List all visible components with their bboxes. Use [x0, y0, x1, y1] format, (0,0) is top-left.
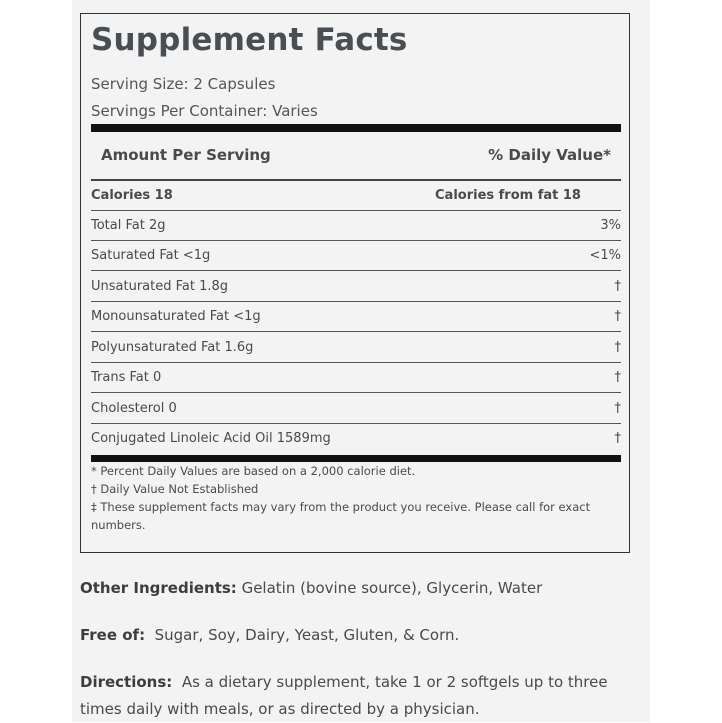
nutrient-row: [91, 211, 621, 241]
nutrient-daily-value: †: [614, 309, 621, 324]
nutrient-row: [91, 424, 621, 454]
daily-value-header: % Daily Value*: [488, 146, 611, 164]
directions-value: As a dietary supplement, take 1 or 2 softgels up to three times daily with meals, or as directed by a physician.: [80, 673, 613, 718]
footnotes: [91, 462, 591, 534]
other-ingredients-label: Other Ingredients:: [80, 579, 237, 597]
nutrient-name: Unsaturated Fat 1.8g: [91, 279, 229, 294]
nutrient-daily-value: †: [614, 401, 621, 416]
nutrient-row: [91, 272, 621, 302]
calories-from-fat: Calories from fat 18: [435, 188, 581, 203]
nutrient-daily-value: †: [614, 431, 621, 446]
calories-value: Calories 18: [91, 188, 173, 203]
nutrient-row: [91, 241, 621, 271]
serving-size: Serving Size: 2 Capsules: [91, 75, 276, 93]
free-of-label: Free of:: [80, 626, 146, 644]
nutrient-row: [91, 302, 621, 332]
footnote-may-vary: ‡ These supplement facts may vary from the product you receive. Please call for exact numbers.: [91, 500, 591, 532]
other-ingredients: [80, 575, 646, 602]
nutrient-daily-value: <1%: [589, 248, 621, 263]
servings-per-container: Servings Per Container: Varies: [91, 102, 318, 120]
footnote-not-established: † Daily Value Not Established: [91, 482, 259, 496]
nutrient-row: [91, 333, 621, 363]
nutrient-name: Monounsaturated Fat <1g: [91, 309, 261, 324]
footnote-daily-values: * Percent Daily Values are based on a 2,000 calorie diet.: [91, 464, 416, 478]
nutrient-name: Polyunsaturated Fat 1.6g: [91, 340, 254, 355]
supplement-facts-label: [80, 13, 630, 553]
nutrient-name: Trans Fat 0: [91, 370, 162, 385]
nutrient-daily-value: †: [614, 340, 621, 355]
nutrient-row: [91, 394, 621, 424]
amount-per-serving-label: Amount Per Serving: [101, 146, 271, 164]
free-of-value: Sugar, Soy, Dairy, Yeast, Gluten, & Corn.: [145, 626, 460, 644]
thick-divider-bottom: [91, 455, 621, 462]
nutrient-name: Saturated Fat <1g: [91, 248, 211, 263]
nutrient-daily-value: 3%: [600, 218, 621, 233]
amount-per-serving-header: [91, 146, 621, 168]
nutrient-name: Cholesterol 0: [91, 401, 177, 416]
nutrient-daily-value: †: [614, 279, 621, 294]
other-ingredients-value: Gelatin (bovine source), Glycerin, Water: [236, 579, 543, 597]
product-details-panel: [72, 0, 650, 722]
thick-divider-top: [91, 124, 621, 132]
directions-label: Directions:: [80, 673, 173, 691]
nutrient-daily-value: †: [614, 370, 621, 385]
facts-title: Supplement Facts: [91, 22, 408, 58]
calories-row: [91, 181, 621, 211]
free-of: [80, 622, 646, 649]
directions: [80, 669, 646, 723]
nutrient-name: Conjugated Linoleic Acid Oil 1589mg: [91, 431, 331, 446]
nutrient-name: Total Fat 2g: [91, 218, 166, 233]
nutrient-row: [91, 363, 621, 393]
